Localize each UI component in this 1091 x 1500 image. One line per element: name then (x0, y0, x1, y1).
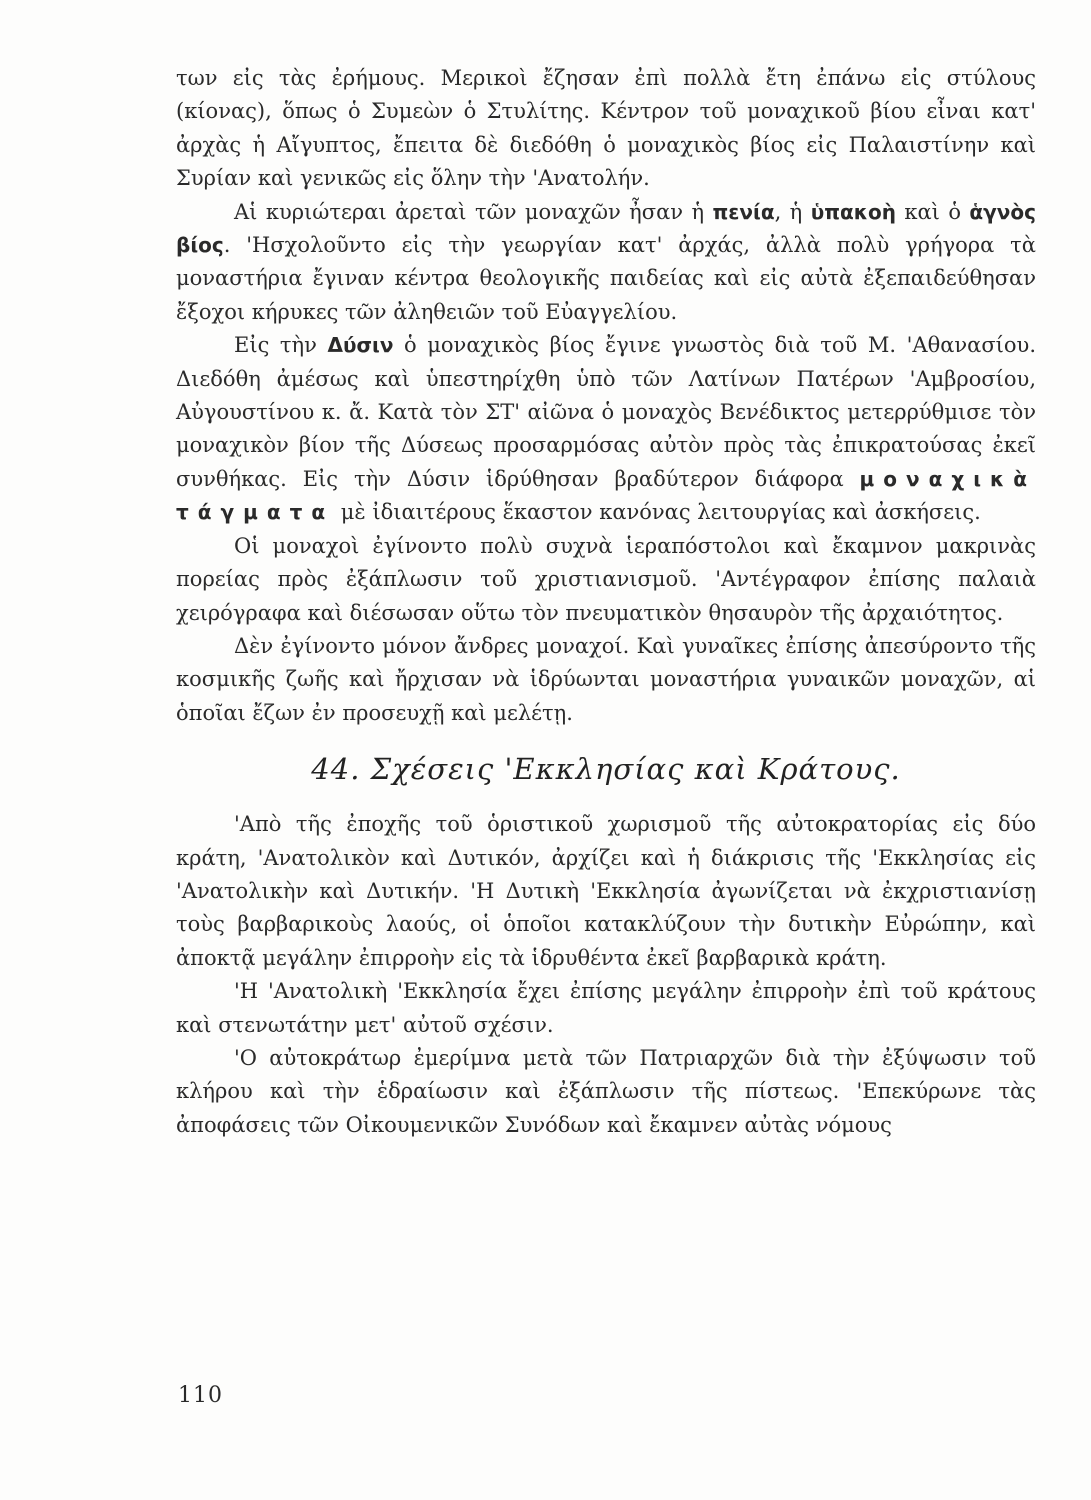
paragraph-1: των εἰς τὰς ἐρήμους. Μερικοὶ ἔζησαν ἐπὶ πολλὰ ἔτη ἐπάνω εἰς στύλους (κίονας), ὅπως ὁ Συμεὼν ὁ Στυλίτης. Κέντρον τοῦ μοναχικοῦ βίου εἶναι κατ' ἀρχὰς ἡ Αἴγυπτος, ἔπειτα δὲ διεδόθη ὁ μοναχικὸς βίος εἰς Παλαιστίνην καὶ Συρίαν καὶ γενικῶς εἰς ὅλην τὴν 'Ανατολήν. (176, 66, 1036, 191)
text-run: Αἱ κυριώτεραι ἀρεταὶ τῶν μοναχῶν ἦσαν ἡ (234, 199, 713, 224)
text-run: μὲ ἰδιαιτέρους ἕκαστον κανόνας λειτουργίας καὶ ἀσκήσεις. (334, 500, 981, 525)
text-run: . 'Ησχολοῦντο εἰς τὴν γεωργίαν κατ' ἀρχάς, ἀλλὰ πολὺ γρήγορα τὰ μοναστήρια ἔγιναν κέντρα θεολογικῆς παιδείας καὶ εἰς αὐτὰ ἐξεπαιδεύθησαν ἔξοχοι κήρυκες τῶν ἀληθειῶν τοῦ Εὐαγγελίου. (176, 233, 1036, 324)
text-run: ὁ μοναχικὸς βίος ἔγινε γνωστὸς διὰ τοῦ Μ. 'Αθανασίου. Διεδόθη ἀμέσως καὶ ὑπεστηρίχθη ὑπὸ τῶν Λατίνων Πατέρων 'Αμβροσίου, Αὐγουστίνου κ. ἄ. Κατὰ τὸν ΣΤ' αἰῶνα ὁ μοναχὸς Βενέδικτος μετερρύθμισε τὸν μοναχικὸν βίον τῆς Δύσεως προσαρμόσας αὐτὸν πρὸς τὰς ἐπικρατούσας ἐκεῖ συνθήκας. Εἰς τὴν Δύσιν ἱδρύθησαν βραδύτερον διάφορα (176, 333, 1036, 491)
paragraph-7: 'Η 'Ανατολικὴ 'Εκκλησία ἔχει ἐπίσης μεγάλην ἐπιρροὴν ἐπὶ τοῦ κράτους καὶ στενωτάτην μετ' αὐτοῦ σχέσιν. (176, 979, 1036, 1037)
page-number: 110 (178, 1383, 223, 1408)
section-heading: 44. Σχέσεις 'Εκκλησίας καὶ Κράτους. (311, 752, 901, 787)
paragraph-6: 'Απὸ τῆς ἐποχῆς τοῦ ὁριστικοῦ χωρισμοῦ τῆς αὐτοκρατορίας εἰς δύο κράτη, 'Ανατολικὸν καὶ Δυτικόν, ἀρχίζει καὶ ἡ διάκρισις τῆς 'Εκκλησίας εἰς 'Ανατολικὴν καὶ Δυτικήν. 'Η Δυτικὴ 'Εκκλησία ἀγωνίζεται νὰ ἐκχριστιανίσῃ τοὺς βαρβαρικοὺς λαούς, οἱ ὁποῖοι κατακλύζουν τὴν δυτικὴν Εὐρώπην, καὶ ἀποκτᾷ μεγάλην ἐπιρροὴν εἰς τὰ ἱδρυθέντα ἐκεῖ βαρβαρικὰ κράτη. (176, 812, 1036, 970)
paragraph-8: 'Ο αὐτοκράτωρ ἐμερίμνα μετὰ τῶν Πατριαρχῶν διὰ τὴν ἐξύψωσιν τοῦ κλήρου καὶ τὴν ἑδραίωσιν καὶ ἐξάπλωσιν τῆς πίστεως. 'Επεκύρωνε τὰς ἀποφάσεις τῶν Οἰκουμενικῶν Συνόδων καὶ ἔκαμνεν αὐτὰς νόμους (176, 1045, 1036, 1137)
emphasis-west: Δύσιν (327, 333, 394, 358)
paragraph-5: Δὲν ἐγίνοντο μόνον ἄνδρες μοναχοί. Καὶ γυναῖκες ἐπίσης ἀπεσύροντο τῆς κοσμικῆς ζωῆς καὶ ἤρχισαν νὰ ἱδρύωνται μοναστήρια γυναικῶν μοναχῶν, αἱ ὁποῖαι ἔζων ἐν προσευχῇ καὶ μελέτῃ. (176, 633, 1036, 725)
emphasis-obedience: ὑπακοὴ (810, 199, 896, 224)
text-run: Εἰς τὴν (234, 333, 328, 358)
paragraph-3 (176, 329, 1036, 529)
paragraph-4: Οἱ μοναχοὶ ἐγίνοντο πολὺ συχνὰ ἱεραπόστολοι καὶ ἔκαμνον μακρινὰς πορείας πρὸς ἐξάπλωσιν τοῦ χριστιανισμοῦ. 'Αντέγραφον ἐπίσης παλαιὰ χειρόγραφα καὶ διέσωσαν οὕτω τὸν πνευματικὸν θησαυρὸν τῆς ἀρχαιότητος. (176, 533, 1036, 625)
page-body (176, 62, 1036, 1142)
emphasis-poverty: πενία (712, 199, 775, 224)
text-run: καὶ ὁ (895, 199, 970, 224)
emphasis-chastity: ἁγνὸς βίος (176, 199, 1036, 258)
paragraph-2 (176, 196, 1036, 330)
emphasis-monastic-orders: μοναχικὰ τάγματα (176, 466, 1036, 525)
text-run: , ἡ (774, 199, 811, 224)
